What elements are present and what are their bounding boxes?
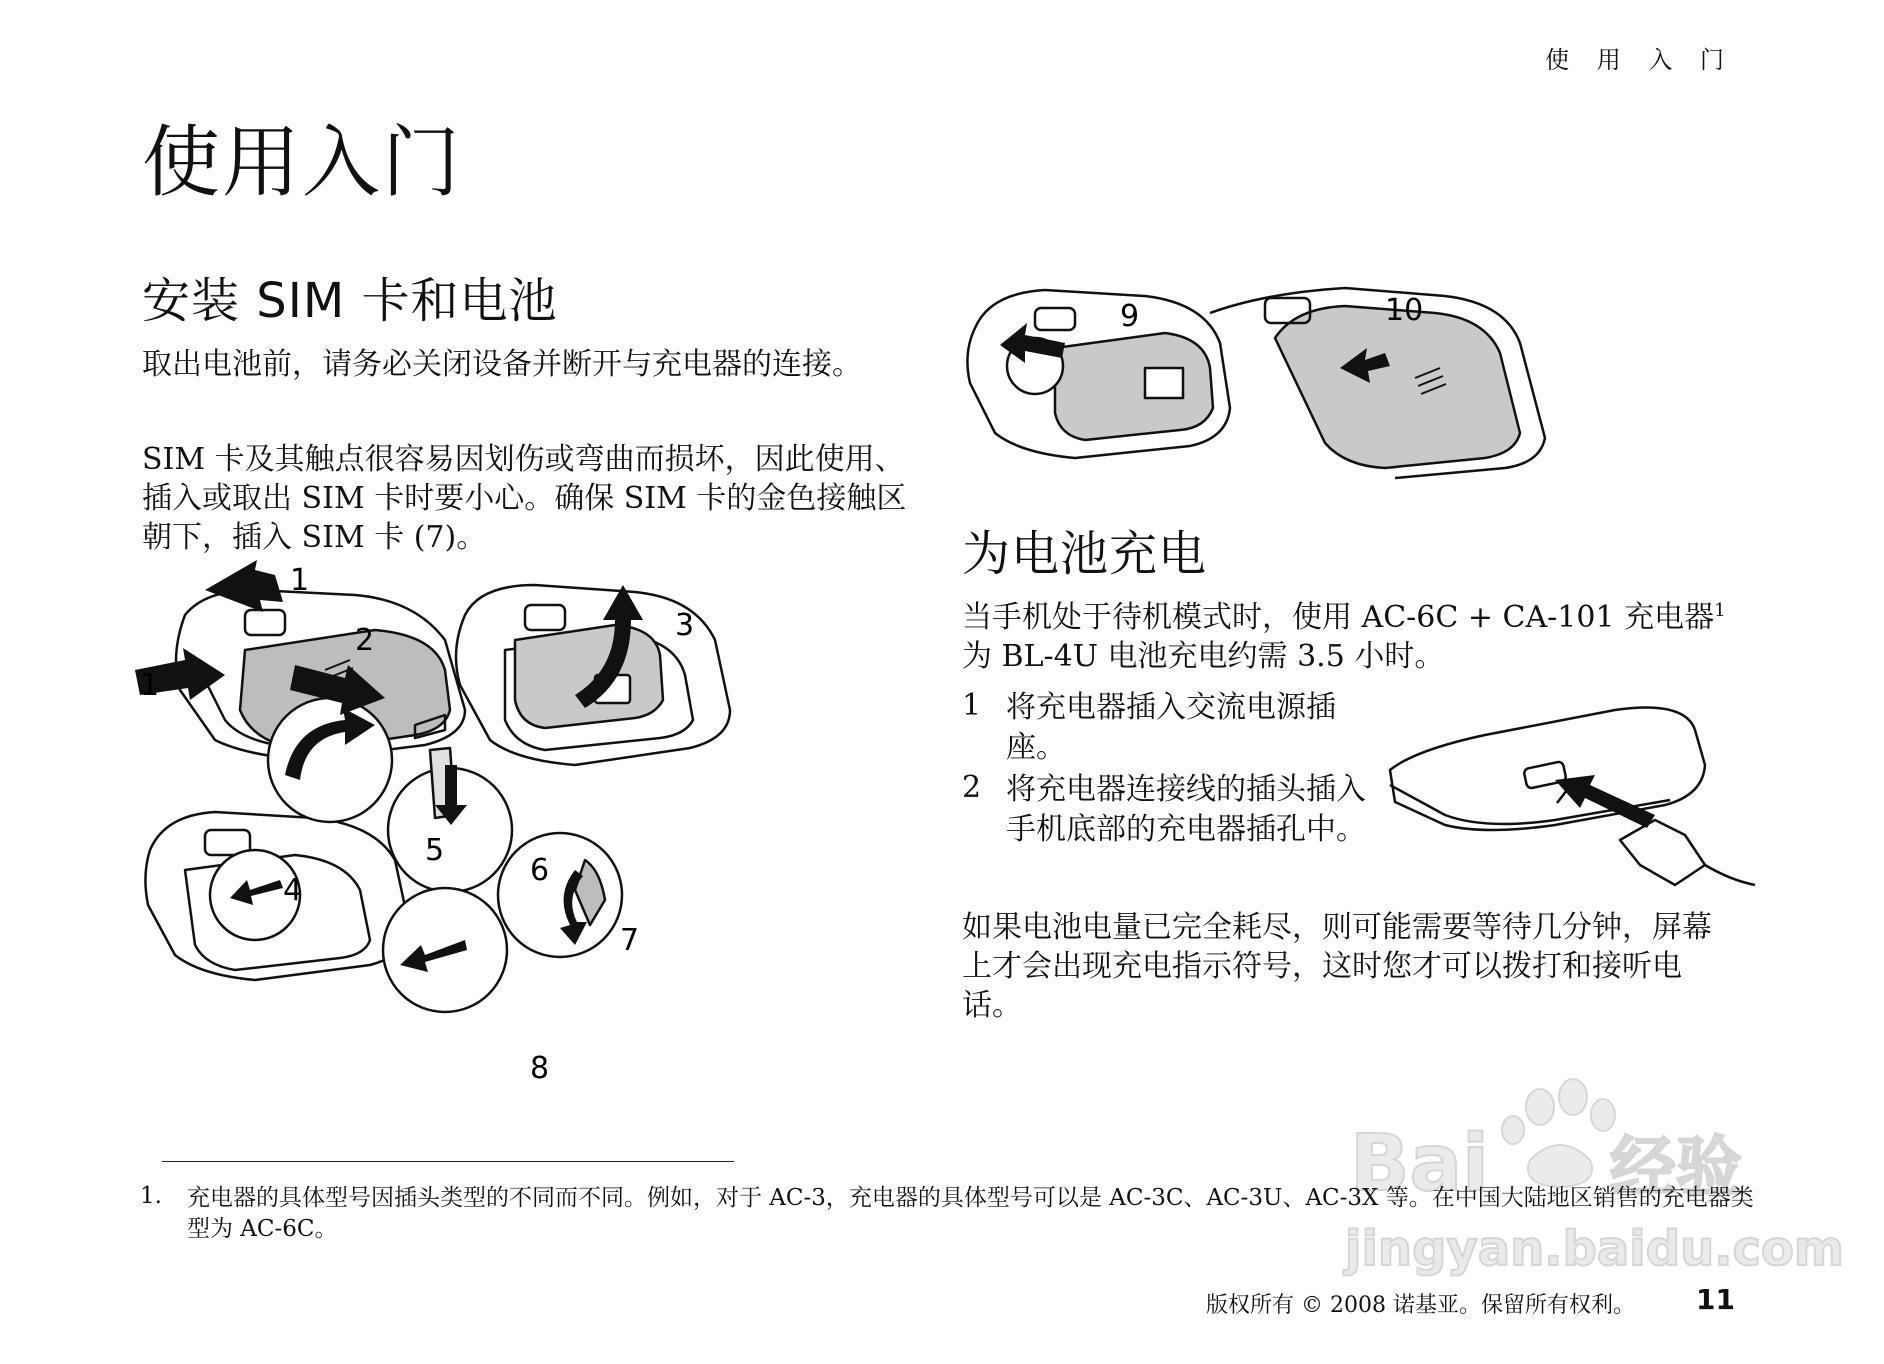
- watermark-url: jingyan.baidu.com: [1345, 1221, 1844, 1277]
- callout-10: 10: [1385, 293, 1424, 328]
- sim-paragraph-1: 取出电池前，请务必关闭设备并断开与充电器的连接。: [142, 347, 862, 382]
- callout-7: 7: [620, 923, 640, 958]
- sim-install-illustration: [140, 560, 765, 1140]
- watermark-brand: Bai: [1350, 1119, 1489, 1209]
- footnote-number: 1.: [140, 1183, 162, 1209]
- callout-1b: 1: [140, 668, 160, 703]
- section-title-charge: 为电池充电: [962, 526, 1208, 582]
- footnote-reference: 1: [1714, 600, 1726, 621]
- callout-1a: 1: [290, 563, 310, 598]
- copyright-notice: 版权所有 © 2008 诺基亚。保留所有权利。: [1206, 1293, 1635, 1318]
- chapter-title: 使用入门: [142, 118, 463, 208]
- sim-paragraph-2: SIM 卡及其触点很容易因划伤或弯曲而损坏，因此使用、插入或取出 SIM 卡时要小心。确保 SIM 卡的金色接触区朝下，插入 SIM 卡 (7)。: [142, 442, 907, 555]
- step-number: 2: [962, 770, 982, 805]
- callout-5: 5: [425, 833, 445, 868]
- sim-detail-circle-5: [268, 698, 392, 822]
- step-text: 将充电器插入交流电源插座。: [1006, 690, 1336, 765]
- charge-paragraph-1-text: 当手机处于待机模式时，使用 AC-6C + CA-101 充电器: [962, 600, 1715, 635]
- step-text: 将充电器连接线的插头插入手机底部的充电器插孔中。: [1006, 772, 1366, 847]
- battery-cover-illustration: [965, 268, 1565, 478]
- charge-paragraph-2: 如果电池电量已完全耗尽，则可能需要等待几分钟，屏幕上才会出现充电指示符号，这时您才可以拨打和接听电话。: [962, 910, 1712, 1023]
- callout-6: 6: [530, 853, 550, 888]
- callout-8: 8: [530, 1051, 550, 1086]
- footnote-divider: [162, 1161, 734, 1162]
- charge-paragraph-1-rest: 为 BL-4U 电池充电约需 3.5 小时。: [962, 639, 1445, 674]
- charger-connection-illustration: [1385, 690, 1765, 905]
- step-number: 1: [962, 688, 982, 723]
- running-header: 使 用 入 门: [1545, 46, 1734, 74]
- callout-9: 9: [1120, 299, 1140, 334]
- section-title-sim: 安装 SIM 卡和电池: [142, 273, 558, 329]
- paw-logo-icon: [1502, 1079, 1615, 1187]
- callout-3: 3: [675, 608, 695, 643]
- callout-2: 2: [355, 623, 375, 658]
- footnote-text: 充电器的具体型号因插头类型的不同而不同。例如，对于 AC-3，充电器的具体型号可以是 AC-3C、AC-3U、AC-3X 等。在中国大陆地区销售的充电器类型为 AC-6C。: [187, 1185, 1754, 1242]
- charge-paragraph-1: [962, 598, 1762, 676]
- page-number: 11: [1696, 1283, 1735, 1316]
- watermark-brand-suffix: 经验: [1610, 1129, 1742, 1206]
- callout-4: 4: [283, 873, 303, 908]
